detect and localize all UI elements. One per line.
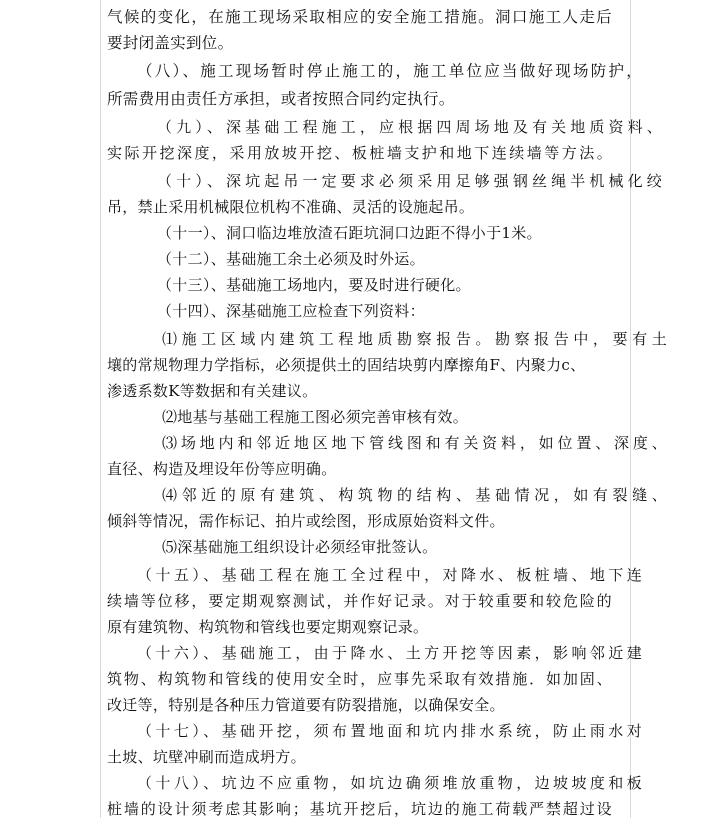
paragraph-line: 原有建筑物、构筑物和管线也要定期观察记录。 (107, 618, 429, 636)
paragraph-line: 所需费用由责任方承担，或者按照合同约定执行。 (107, 90, 455, 108)
paragraph-line: ⑵地基与基础工程施工图必须完善审核有效。 (162, 408, 469, 426)
page-left-edge (100, 0, 101, 818)
paragraph-line: 筑物、构筑物和管线的使用安全时，应事先采取有效措施．如加固、 (107, 670, 612, 688)
paragraph-line: （十三）、基础施工场地内，要及时进行硬化。 (157, 276, 471, 294)
paragraph-line: 土坡、坑壁冲刷而造成坍方。 (107, 748, 306, 766)
paragraph-line: （十）、深坑起吊一定要求必须采用足够强钢丝绳半机械化绞 (157, 172, 662, 190)
paragraph-line: ⑷邻近的原有建筑、构筑物的结构、基础情况，如有裂缝、 (162, 486, 667, 504)
paragraph-line: （十七）、基础开挖，须布置地面和坑内排水系统，防止雨水对 (137, 722, 642, 740)
paragraph-line: 渗透系数K等数据和有关建议。 (107, 382, 318, 400)
paragraph-line: （十六）、基础施工，由于降水、土方开挖等因素，影响邻近建 (137, 644, 642, 662)
paragraph-line: 壤的常规物理力学指标，必须提供土的固结块剪内摩擦角F、内聚力c、 (107, 356, 586, 374)
paragraph-line: （八）、施工现场暂时停止施工的，施工单位应当做好现场防护， (137, 62, 642, 80)
paragraph-line: （十二）、基础施工余土必须及时外运。 (157, 250, 425, 268)
paragraph-line: 续墙等位移，要定期观察测试，并作好记录。对于较重要和较危险的 (107, 592, 612, 610)
paragraph-line: 改迁等，特别是各种压力管道要有防裂措施，以确保安全。 (107, 696, 505, 714)
paragraph-line: 实际开挖深度，采用放坡开挖、板桩墙支护和地下连续墙等方法。 (107, 144, 612, 162)
paragraph-line: 直径、构造及埋设年份等应明确。 (107, 460, 337, 478)
paragraph-line: ⑸深基础施工组织设计必须经审批签认。 (162, 538, 438, 556)
paragraph-line: 气候的变化，在施工现场采取相应的安全施工措施。洞口施工人走后 (107, 8, 612, 26)
paragraph-line: （九）、深基础工程施工，应根据四周场地及有关地质资料、 (157, 118, 662, 136)
paragraph-line: （十八）、坑边不应重物，如坑边确须堆放重物，边坡坡度和板 (137, 774, 642, 792)
paragraph-line: （十一）、洞口临边堆放渣石距坑洞口边距不得小于1米。 (157, 224, 542, 242)
paragraph-line: 吊，禁止采用机械限位机构不准确、灵活的设施起吊。 (107, 198, 475, 216)
paragraph-line: ⑶场地内和邻近地区地下管线图和有关资料，如位置、深度、 (162, 434, 667, 452)
paragraph-line: （十五）、基础工程在施工全过程中，对降水、板桩墙、地下连 (137, 566, 642, 584)
paragraph-line: （十四）、深基础施工应检查下列资料： (157, 302, 425, 320)
left-margin (0, 0, 100, 818)
paragraph-line: 桩墙的设计须考虑其影响；基坑开挖后，坑边的施工荷载严禁超过设 (107, 800, 612, 818)
paragraph-line: ⑴施工区域内建筑工程地质勘察报告。勘察报告中，要有土 (162, 330, 667, 348)
paragraph-line: 要封闭盖实到位。 (107, 34, 234, 52)
paragraph-line: 倾斜等情况，需作标记、拍片或绘图，形成原始资料文件。 (107, 512, 505, 530)
